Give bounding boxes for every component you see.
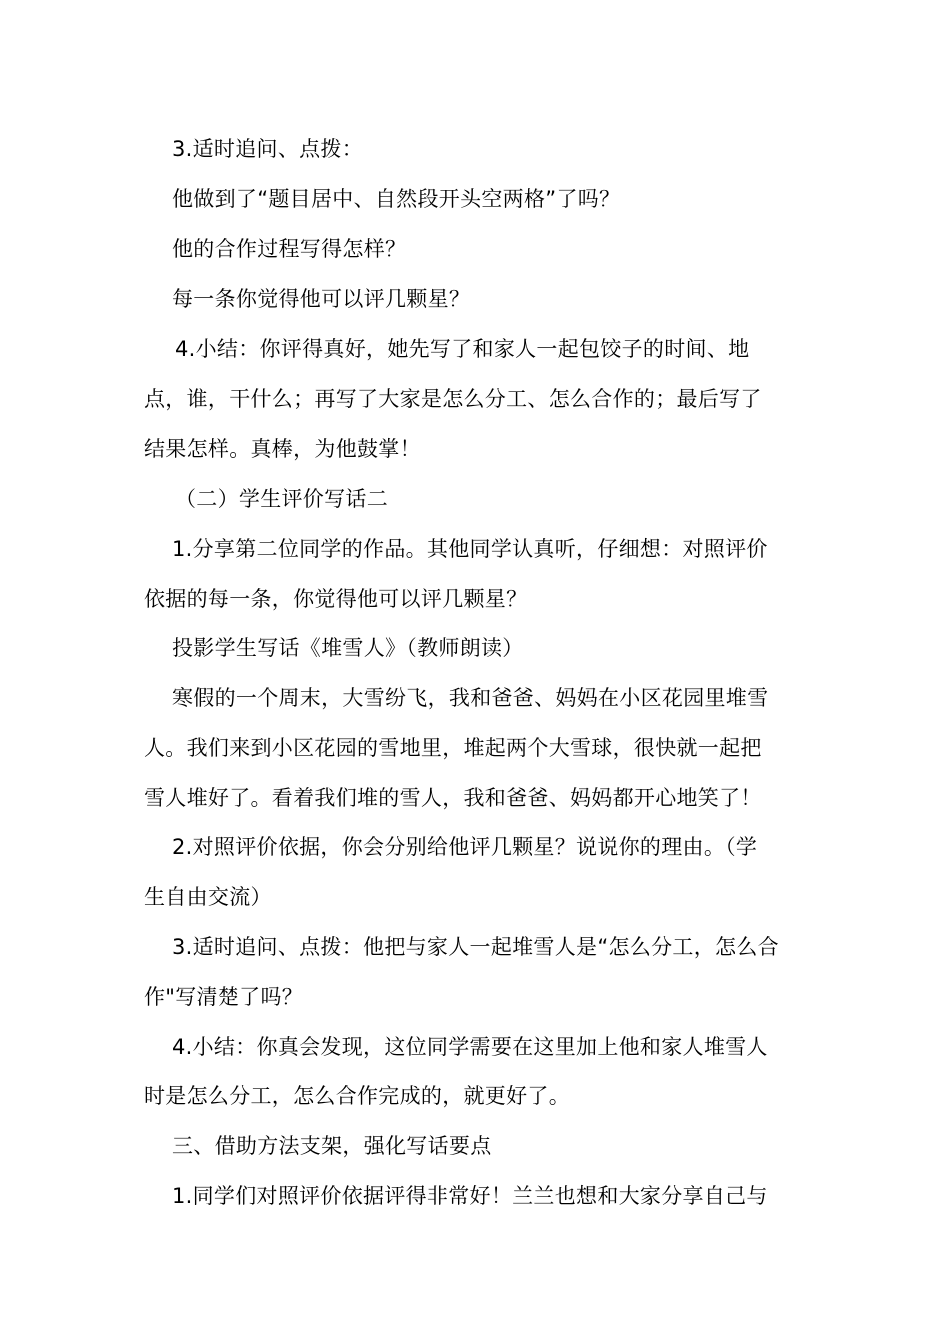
text-line-16: 生自由交流） <box>144 885 272 909</box>
text-line-3: 他的合作过程写得怎样？ <box>172 237 407 261</box>
text-line-1: 3.适时追问、点拨： <box>172 137 364 161</box>
text-line-22: 1.同学们对照评价依据评得非常好！兰兰也想和大家分享自己与 <box>172 1184 768 1208</box>
text-line-4: 每一条你觉得他可以评几颗星？ <box>172 287 471 311</box>
text-line-18: 作"写清楚了吗？ <box>144 985 304 1009</box>
section-heading-2: （二）学生评价写话二 <box>175 487 388 511</box>
text-line-5: 4.小结：你评得真好，她先写了和家人一起包饺子的时间、地 <box>175 337 750 361</box>
text-line-11: 投影学生写话《堆雪人》（教师朗读） <box>172 636 524 660</box>
text-line-6: 点，谁，干什么；再写了大家是怎么分工、怎么合作的；最后写了 <box>144 387 762 411</box>
text-line-7: 结果怎样。真棒，为他鼓掌！ <box>144 437 421 461</box>
section-heading-3: 三、借助方法支架，强化写话要点 <box>172 1134 492 1158</box>
text-line-15: 2.对照评价依据，你会分别给他评几颗星？说说你的理由。（学 <box>172 835 758 859</box>
text-line-17: 3.适时追问、点拨：他把与家人一起堆雪人是“怎么分工，怎么合 <box>172 935 779 959</box>
text-line-10: 依据的每一条，你觉得他可以评几颗星？ <box>144 587 528 611</box>
text-line-19: 4.小结：你真会发现，这位同学需要在这里加上他和家人堆雪人 <box>172 1035 768 1059</box>
text-line-13: 人。我们来到小区花园的雪地里，堆起两个大雪球，很快就一起把 <box>144 736 762 760</box>
text-line-12: 寒假的一个周末，大雪纷飞，我和爸爸、妈妈在小区花园里堆雪 <box>172 686 769 710</box>
text-line-14: 雪人堆好了。看着我们堆的雪人，我和爸爸、妈妈都开心地笑了！ <box>144 786 762 810</box>
text-line-9: 1.分享第二位同学的作品。其他同学认真听，仔细想：对照评价 <box>172 537 768 561</box>
text-line-2: 他做到了“题目居中、自然段开头空两格”了吗？ <box>172 187 621 211</box>
text-line-20: 时是怎么分工，怎么合作完成的，就更好了。 <box>144 1084 570 1108</box>
